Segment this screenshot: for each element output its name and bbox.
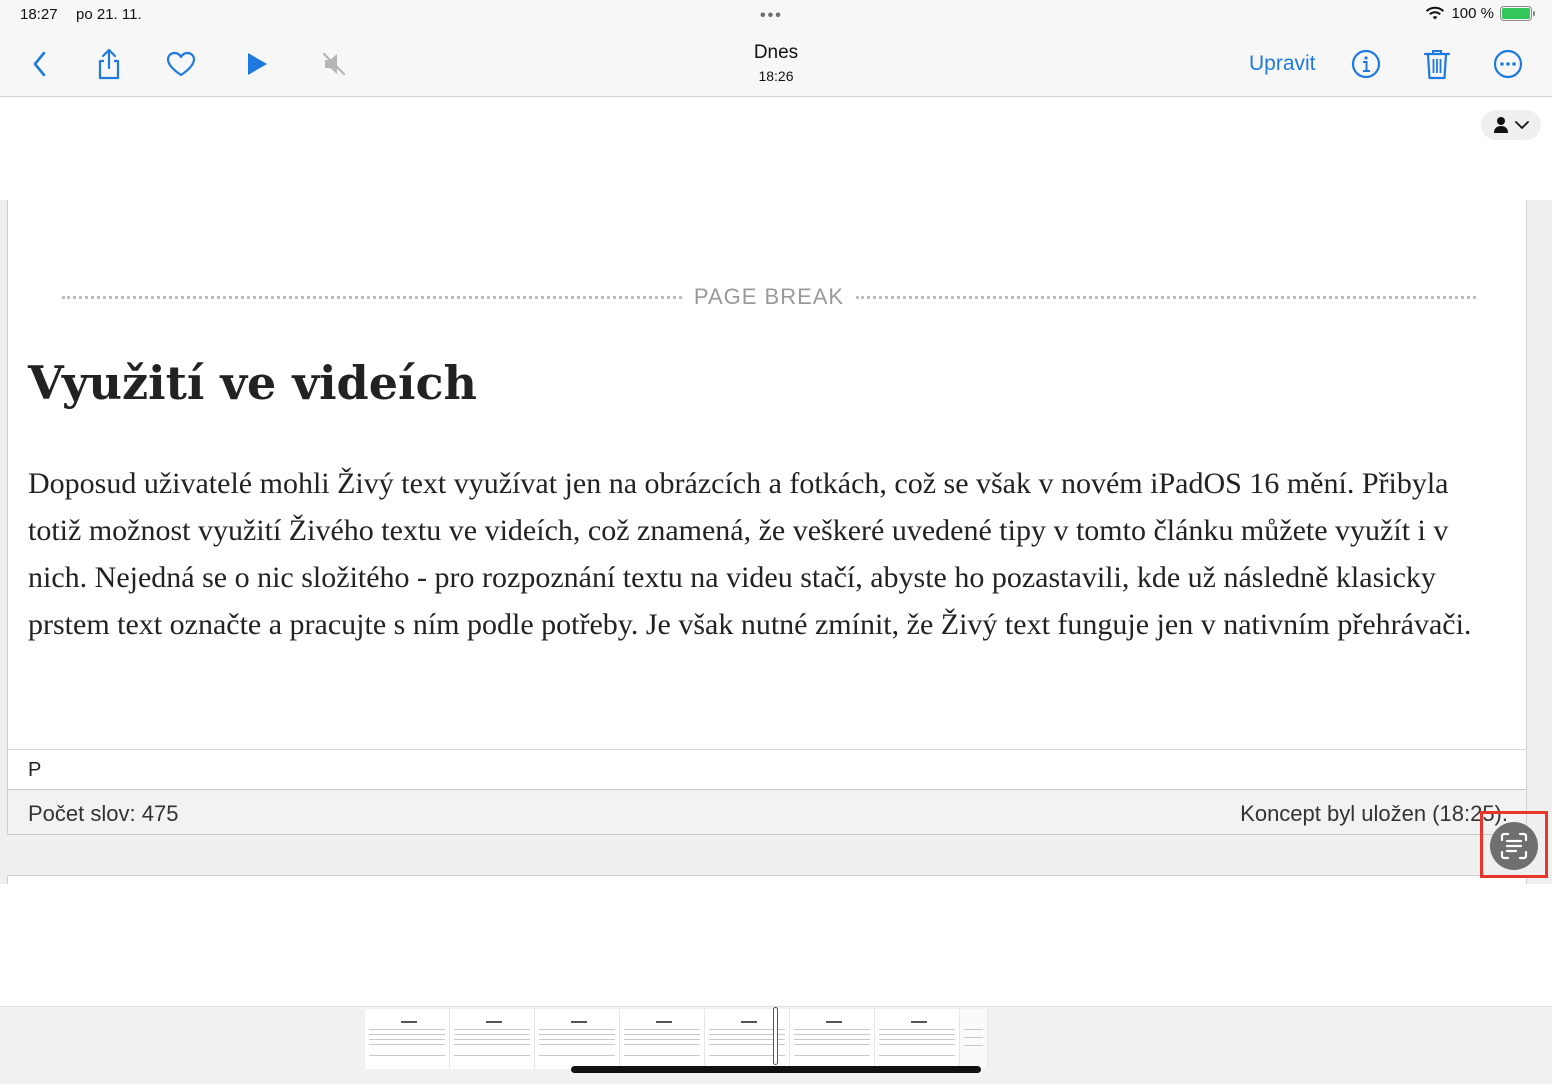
word-count: Počet slov: 475 (28, 801, 179, 826)
delete-button[interactable] (1417, 44, 1457, 84)
scrubber-thumbnail (365, 1009, 450, 1069)
battery-percent: 100 % (1451, 5, 1494, 22)
scrubber-thumbnail (875, 1009, 960, 1069)
scrubber-thumbnail (450, 1009, 535, 1069)
status-bar (0, 0, 1552, 30)
scrubber-thumbnails[interactable] (365, 1009, 989, 1069)
article-heading[interactable]: Využití ve videích (28, 356, 477, 410)
scrubber-thumbnail (535, 1009, 620, 1069)
page-break (62, 282, 1476, 312)
live-text-button[interactable] (1490, 822, 1538, 870)
scrubber-playhead[interactable] (773, 1007, 778, 1065)
trash-icon (1423, 48, 1451, 80)
person-icon (1493, 116, 1509, 134)
page-break-line-left (62, 296, 682, 299)
toolbar-subtitle: 18:26 (758, 68, 794, 84)
more-button[interactable] (1488, 44, 1528, 84)
battery-icon (1500, 6, 1532, 21)
chevron-down-icon (1515, 120, 1529, 130)
profile-menu-button[interactable] (1481, 110, 1541, 140)
toolbar (0, 30, 1552, 97)
scrubber-thumbnail (960, 1009, 988, 1069)
scrubber-thumbnail (620, 1009, 705, 1069)
status-date: po 21. 11. (76, 6, 142, 23)
element-path-bar (8, 749, 1526, 789)
element-path-label[interactable]: P (28, 759, 42, 781)
draft-saved-status: Koncept byl uložen (18:25). (1240, 801, 1508, 826)
page-break-line-right (856, 296, 1476, 299)
multitasking-dots-icon[interactable]: ••• (760, 7, 783, 24)
status-time: 18:27 (20, 6, 58, 23)
ellipsis-circle-icon (1493, 49, 1523, 79)
editor-frame (7, 200, 1527, 835)
toolbar-title: Dnes (753, 42, 799, 63)
status-right (1425, 5, 1532, 22)
page-break-label: PAGE BREAK (693, 284, 845, 309)
live-text-icon (1499, 831, 1529, 861)
scrubber-thumbnail (790, 1009, 875, 1069)
home-indicator[interactable] (571, 1066, 981, 1073)
info-button[interactable] (1346, 44, 1386, 84)
empty-area (0, 884, 1552, 1006)
edit-button[interactable]: Upravit (1249, 52, 1316, 75)
info-icon (1351, 49, 1381, 79)
wifi-icon (1425, 6, 1445, 21)
article-paragraph[interactable]: Doposud uživatelé mohli Živý text využívat jen na obrázcích a fotkách, což se však v novém iPadOS 16 mění. Přibyla totiž možnost využití Živého textu ve videích, což znamená, že veškeré uvedené tipy v tomto článku můžete využít i v nich. Nejedná se o nic složitého - pro rozpoznání textu na videu stačí, abyste ho pozastavili, kde už následně klasicky prstem text označte a pracujte s ním podle potřeby. Je však nutné zmínit, že Živý text funguje jen v nativním přehrávači. (28, 467, 1472, 641)
editor-status-line (8, 789, 1526, 834)
